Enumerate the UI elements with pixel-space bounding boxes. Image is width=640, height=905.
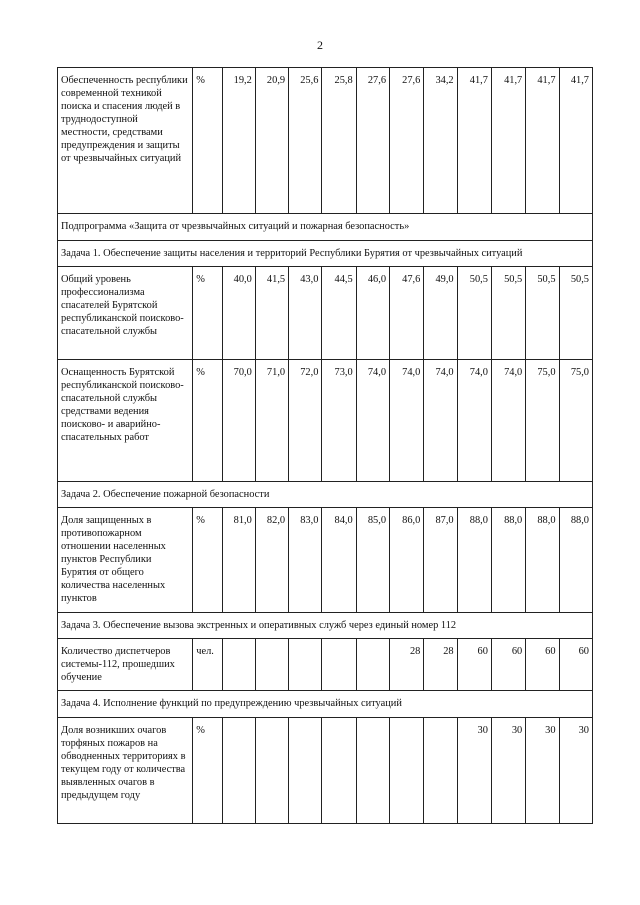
section-heading: Задача 2. Обеспечение пожарной безопасности [58, 482, 593, 508]
indicator-value: 25,8 [322, 68, 356, 214]
indicator-value: 34,2 [424, 68, 457, 214]
indicator-name: Доля защищенных в противопожарном отношении населенных пунктов Республики Бурятия от общего количества населенных пунктов [58, 508, 193, 613]
indicator-value: 28 [424, 639, 457, 691]
indicator-value: 83,0 [289, 508, 322, 613]
indicator-value: 74,0 [424, 360, 457, 482]
indicator-value: 71,0 [255, 360, 288, 482]
indicator-value: 85,0 [356, 508, 389, 613]
indicator-value: 75,0 [559, 360, 592, 482]
indicator-value: 30 [559, 718, 592, 824]
indicator-unit: % [193, 360, 222, 482]
indicator-value: 60 [526, 639, 559, 691]
indicator-value: 88,0 [526, 508, 559, 613]
indicator-value: 74,0 [390, 360, 424, 482]
indicator-value: 74,0 [491, 360, 525, 482]
indicator-value [356, 639, 389, 691]
indicator-value: 74,0 [457, 360, 491, 482]
indicator-value: 88,0 [559, 508, 592, 613]
section-row [58, 241, 593, 267]
indicator-unit: % [193, 508, 222, 613]
indicator-value: 60 [491, 639, 525, 691]
indicator-row [58, 639, 593, 691]
section-row [58, 613, 593, 639]
indicator-row [58, 267, 593, 360]
indicator-value [322, 639, 356, 691]
indicator-value: 72,0 [289, 360, 322, 482]
indicator-value: 47,6 [390, 267, 424, 360]
indicator-value: 73,0 [322, 360, 356, 482]
indicator-value: 41,7 [457, 68, 491, 214]
indicator-value: 82,0 [255, 508, 288, 613]
indicator-unit: % [193, 718, 222, 824]
indicator-value: 50,5 [457, 267, 491, 360]
indicator-value [289, 639, 322, 691]
section-row [58, 214, 593, 241]
indicator-value: 81,0 [222, 508, 255, 613]
indicator-value: 87,0 [424, 508, 457, 613]
indicator-row [58, 508, 593, 613]
indicator-value [356, 718, 389, 824]
section-heading: Подпрограмма «Защита от чрезвычайных ситуаций и пожарная безопасность» [58, 214, 593, 241]
indicator-value: 88,0 [457, 508, 491, 613]
indicator-unit: чел. [193, 639, 222, 691]
indicator-name: Доля возникших очагов торфяных пожаров на обводненных территориях в текущем году от количества выявленных очагов в предыдущем году [58, 718, 193, 824]
indicator-value: 27,6 [356, 68, 389, 214]
indicator-value: 41,7 [559, 68, 592, 214]
indicator-value: 75,0 [526, 360, 559, 482]
indicator-value: 30 [457, 718, 491, 824]
indicator-row [58, 360, 593, 482]
indicator-value [390, 718, 424, 824]
indicator-row [58, 718, 593, 824]
indicator-value: 20,9 [255, 68, 288, 214]
section-heading: Задача 1. Обеспечение защиты населения и территорий Республики Бурятия от чрезвычайных ситуаций [58, 241, 593, 267]
indicator-value [322, 718, 356, 824]
indicator-value: 88,0 [491, 508, 525, 613]
indicator-value [289, 718, 322, 824]
section-heading: Задача 4. Исполнение функций по предупреждению чрезвычайных ситуаций [58, 691, 593, 718]
indicator-value: 74,0 [356, 360, 389, 482]
indicator-value: 30 [491, 718, 525, 824]
indicator-value: 70,0 [222, 360, 255, 482]
indicator-value [255, 718, 288, 824]
indicator-value [222, 718, 255, 824]
indicator-value: 50,5 [491, 267, 525, 360]
section-row [58, 482, 593, 508]
indicator-value: 84,0 [322, 508, 356, 613]
indicator-row [58, 68, 593, 214]
indicator-value: 27,6 [390, 68, 424, 214]
page-number: 2 [317, 38, 323, 52]
indicator-name: Обеспеченность республики современной техникой поиска и спасения людей в труднодоступной местности, средствами предупреждения и защиты от чрезвычайных ситуаций [58, 68, 193, 214]
section-heading: Задача 3. Обеспечение вызова экстренных и оперативных служб через единый номер 112 [58, 613, 593, 639]
indicator-value: 46,0 [356, 267, 389, 360]
indicator-value: 49,0 [424, 267, 457, 360]
indicator-value: 50,5 [526, 267, 559, 360]
indicator-value: 60 [559, 639, 592, 691]
indicator-value [255, 639, 288, 691]
section-row [58, 691, 593, 718]
indicator-value: 86,0 [390, 508, 424, 613]
indicator-value: 41,7 [526, 68, 559, 214]
indicator-value: 19,2 [222, 68, 255, 214]
indicator-value: 60 [457, 639, 491, 691]
indicator-value: 43,0 [289, 267, 322, 360]
indicator-name: Общий уровень профессионализма спасателей Бурятской республиканской поисково-спасательной службы [58, 267, 193, 360]
indicator-value [222, 639, 255, 691]
indicator-value: 40,0 [222, 267, 255, 360]
indicators-table [57, 67, 593, 824]
indicator-value: 28 [390, 639, 424, 691]
indicator-unit: % [193, 267, 222, 360]
indicator-value: 41,5 [255, 267, 288, 360]
indicator-value: 25,6 [289, 68, 322, 214]
indicator-value: 44,5 [322, 267, 356, 360]
indicator-value: 41,7 [491, 68, 525, 214]
indicator-name: Количество диспетчеров системы-112, прошедших обучение [58, 639, 193, 691]
indicator-value [424, 718, 457, 824]
indicator-unit: % [193, 68, 222, 214]
indicator-value: 50,5 [559, 267, 592, 360]
indicator-value: 30 [526, 718, 559, 824]
indicator-name: Оснащенность Бурятской республиканской поисково-спасательной службы средствами ведения поисково- и аварийно-спасательных работ [58, 360, 193, 482]
